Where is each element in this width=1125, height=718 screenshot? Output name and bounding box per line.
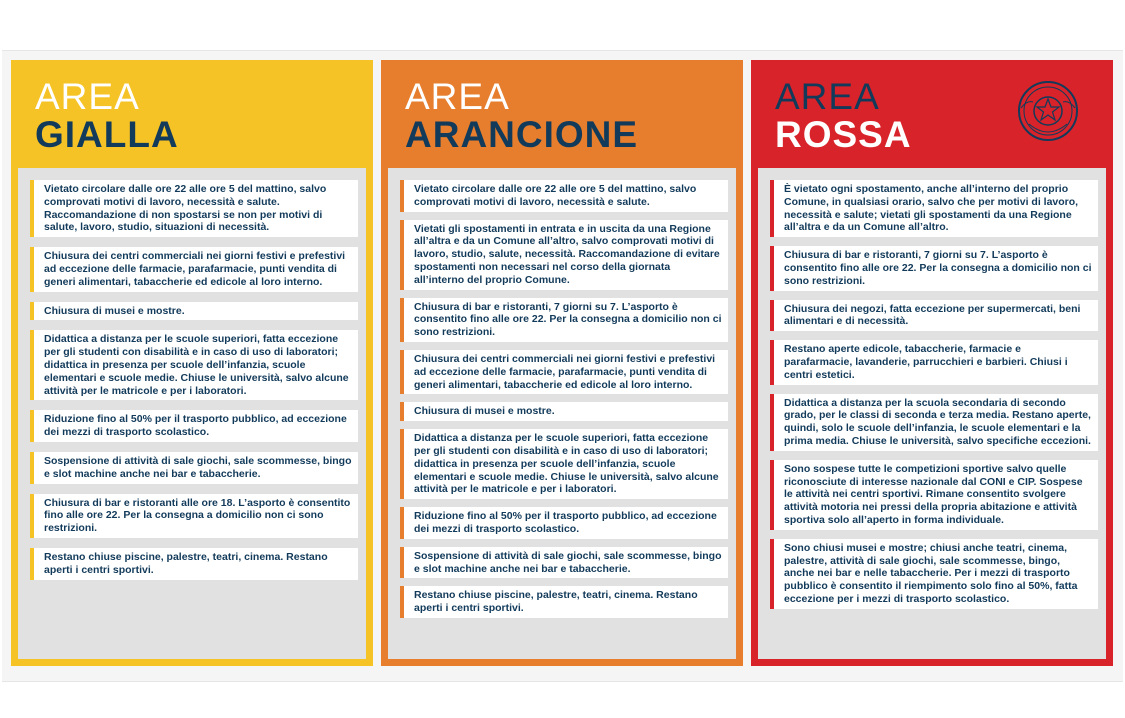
italian-republic-emblem-icon (1007, 80, 1089, 142)
rule-item: Didattica a distanza per le scuole superiori, fatta eccezione per gli studenti con disabilità e in caso di uso di laboratori; didattica in presenza per scuole dell’infanzia, scuole elementari e scuole medie. Chiuse le università, salvo alcune attività per le matricole e per i laboratori. (30, 330, 358, 400)
heading-area-label: AREA (405, 76, 510, 117)
rules-list (18, 168, 366, 659)
rule-item: Chiusura di bar e ristoranti, 7 giorni su 7. L’asporto è consentito fino alle ore 22. Per la consegna a domicilio non ci sono restrizioni. (770, 246, 1098, 290)
rule-item: Chiusura di bar e ristoranti, 7 giorni su 7. L’asporto è consentito fino alle ore 22. Per la consegna a domicilio non ci sono restrizioni. (400, 298, 728, 342)
rule-item: Restano chiuse piscine, palestre, teatri, cinema. Restano aperti i centri sportivi. (400, 586, 728, 618)
panel-heading (405, 78, 638, 153)
rule-item: Riduzione fino al 50% per il trasporto pubblico, ad eccezione dei mezzi di trasporto scolastico. (30, 410, 358, 442)
panel-heading (35, 78, 179, 153)
rule-item: Sono chiusi musei e mostre; chiusi anche teatri, cinema, palestre, attività di sale giochi, sale scommesse, bingo, anche nei bar e nelle tabaccherie. Per i mezzi di trasporto pubblico è consentito il riempimento solo fino al 50%, fatta eccezione per i mezzi di trasporto scolastico. (770, 539, 1098, 609)
heading-area-name: GIALLA (35, 114, 179, 155)
panel-area-rossa (751, 60, 1113, 666)
heading-area-name: ARANCIONE (405, 114, 639, 155)
rules-list (758, 168, 1106, 659)
rule-item: Chiusura dei centri commerciali nei giorni festivi e prefestivi ad eccezione delle farmacie, parafarmacie, punti vendita di generi alimentari, tabaccherie ed edicole al loro interno. (400, 350, 728, 394)
panel-area-arancione (381, 60, 743, 666)
rule-item: Chiusura di bar e ristoranti alle ore 18. L’asporto è consentito fino alle ore 22. Per la consegna a domicilio non ci sono restrizioni. (30, 494, 358, 538)
rule-item: Didattica a distanza per le scuole superiori, fatta eccezione per gli studenti con disabilità e in caso di uso di laboratori; didattica in presenza per scuole dell’infanzia, scuole elementari e scuole medie. Chiuse le università, salvo alcune attività per le matricole e per i laboratori. (400, 429, 728, 499)
rule-item: Sono sospese tutte le competizioni sportive salvo quelle riconosciute di interesse nazionale dal CONI e CIP. Sospese le attività nei centri sportivi. Rimane consentito svolgere attività motoria nei pressi della propria abitazione e attività sportiva solo all’aperto in forma individuale. (770, 460, 1098, 530)
rule-item: Restano aperte edicole, tabaccherie, farmacie e parafarmacie, lavanderie, parrucchieri e barbieri. Chiusi i centri estetici. (770, 340, 1098, 384)
rules-list (388, 168, 736, 659)
rule-item: Chiusura di musei e mostre. (400, 402, 728, 421)
panel-heading (775, 78, 912, 153)
rule-item: Vietati gli spostamenti in entrata e in uscita da una Regione all’altra e da un Comune all’altro, salvo comprovati motivi di lavoro, studio, salute, necessità. Raccomandazione di evitare spostamenti non necessari nel corso della giornata all’interno del proprio Comune. (400, 220, 728, 290)
rule-item: Didattica a distanza per la scuola secondaria di secondo grado, per le classi di seconda e terza media. Restano aperte, quindi, solo le scuole dell’infanzia, le scuole elementari e la prima media. Chiuse le università, salvo specifiche eccezioni. (770, 394, 1098, 451)
panel-area-gialla (11, 60, 373, 666)
rule-item: Chiusura dei centri commerciali nei giorni festivi e prefestivi ad eccezione delle farmacie, parafarmacie, punti vendita di generi alimentari, tabaccherie ed edicole al loro interno. (30, 247, 358, 291)
rule-item: Riduzione fino al 50% per il trasporto pubblico, ad eccezione dei mezzi di trasporto scolastico. (400, 507, 728, 539)
rule-item: Vietato circolare dalle ore 22 alle ore 5 del mattino, salvo comprovati motivi di lavoro, necessità e salute. (400, 180, 728, 212)
heading-area-name: ROSSA (775, 114, 912, 155)
heading-area-label: AREA (35, 76, 140, 117)
rule-item: Chiusura dei negozi, fatta eccezione per supermercati, beni alimentari e di necessità. (770, 300, 1098, 332)
rule-item: Chiusura di musei e mostre. (30, 302, 358, 321)
rule-item: Restano chiuse piscine, palestre, teatri, cinema. Restano aperti i centri sportivi. (30, 548, 358, 580)
rule-item: Sospensione di attività di sale giochi, sale scommesse, bingo e slot machine anche nei bar e tabaccherie. (30, 452, 358, 484)
rule-item: Sospensione di attività di sale giochi, sale scommesse, bingo e slot machine anche nei bar e tabaccherie. (400, 547, 728, 579)
rule-item: Vietato circolare dalle ore 22 alle ore 5 del mattino, salvo comprovati motivi di lavoro, necessità e salute. Raccomandazione di non spostarsi se non per motivi di salute, lavoro, studio, situazioni di necessità. (30, 180, 358, 237)
rule-item: È vietato ogni spostamento, anche all’interno del proprio Comune, in qualsiasi orario, salvo che per motivi di lavoro, necessità e salute; vietati gli spostamenti da una Regione all’altra e da un Comune all’altro. (770, 180, 1098, 237)
heading-area-label: AREA (775, 76, 880, 117)
